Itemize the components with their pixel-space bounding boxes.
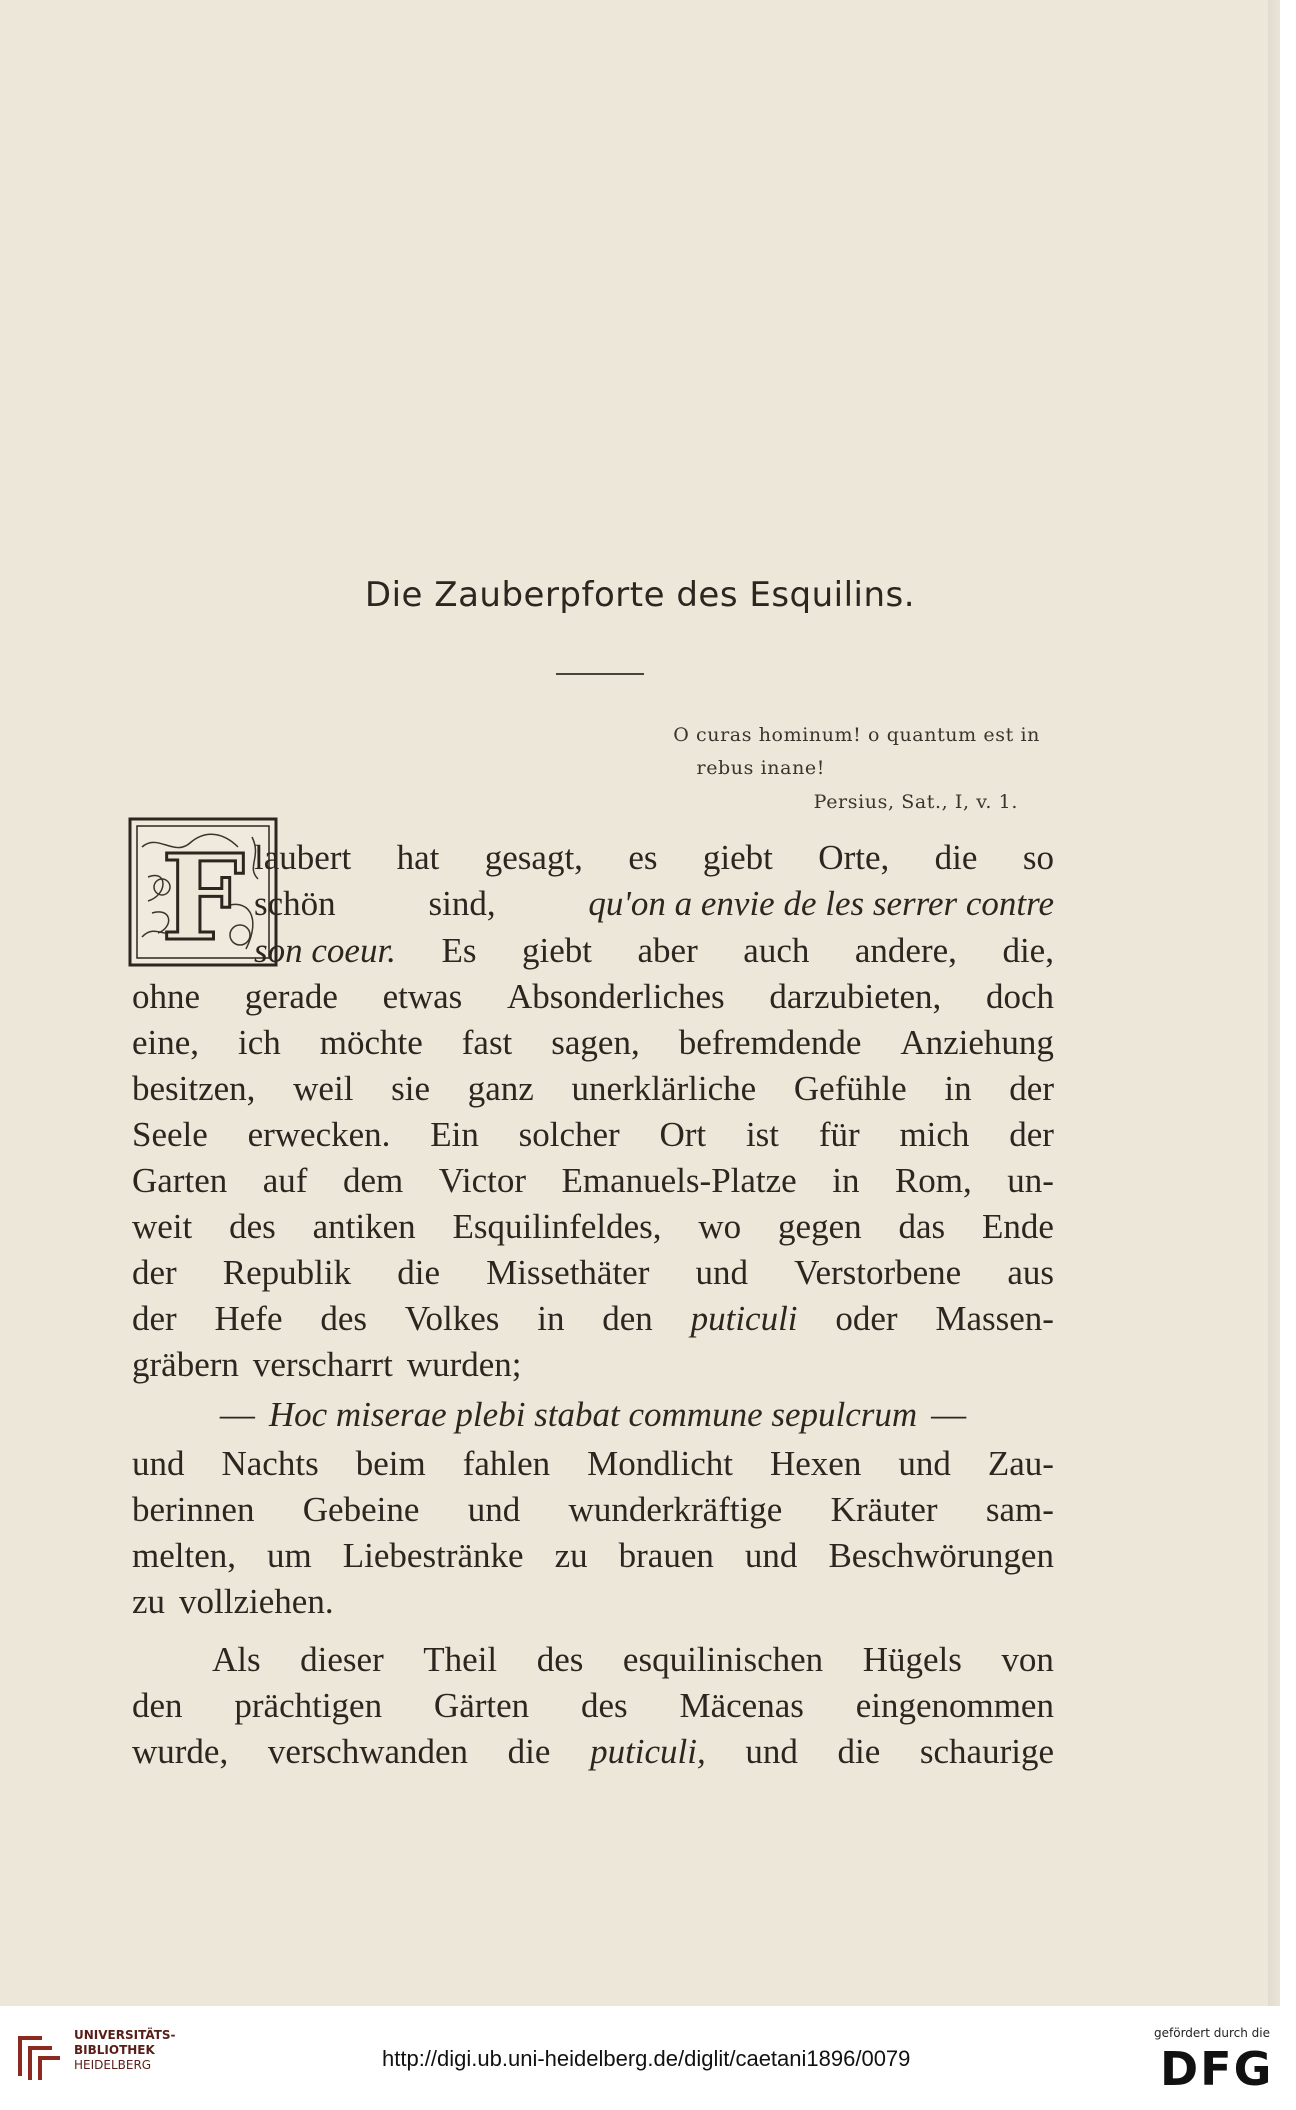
text-line-11: der Hefe des Volkes in den puticuli oder Massen- bbox=[132, 1299, 1054, 1338]
text-line-16: zu vollziehen. bbox=[132, 1582, 334, 1621]
text-line-17: Als dieser Theil des esquilinischen Hügels von bbox=[212, 1640, 1054, 1679]
text-line-14: berinnen Gebeine und wunderkräftige Kräuter sam- bbox=[132, 1490, 1054, 1529]
text-line-10: der Republik die Missethäter und Verstorbene aus bbox=[132, 1253, 1054, 1292]
motto-line-2: rebus inane! bbox=[696, 757, 825, 779]
text-line-19: wurde, verschwanden die puticuli, und die schaurige bbox=[132, 1732, 1054, 1771]
library-logo-icon bbox=[12, 2028, 66, 2082]
text-line-15: melten, um Liebestränke zu brauen und Beschwörungen bbox=[132, 1536, 1054, 1575]
text-line-18: den prächtigen Gärten des Mäcenas eingenommen bbox=[132, 1686, 1054, 1725]
text-line-12: gräbern verscharrt wurden; bbox=[132, 1345, 522, 1384]
text-line-6: besitzen, weil sie ganz unerklärliche Gefühle in der bbox=[132, 1069, 1054, 1108]
source-url-link[interactable]: http://digi.ub.uni-heidelberg.de/diglit/caetani1896/0079 bbox=[382, 2046, 911, 2071]
text-line-2: schön sind, qu'on a envie de les serrer contre bbox=[254, 884, 1054, 923]
dfg-logo: DFG bbox=[1160, 2042, 1274, 2096]
text-line-1: laubert hat gesagt, es giebt Orte, die so bbox=[254, 838, 1054, 877]
motto-line-1: O curas hominum! o quantum est in bbox=[673, 724, 1040, 746]
heading-rule bbox=[556, 673, 644, 675]
funded-by-label: gefördert durch die bbox=[1154, 2026, 1270, 2040]
text-line-7: Seele erwecken. Ein solcher Ort ist für mich der bbox=[132, 1115, 1054, 1154]
motto-source: Persius, Sat., I, v. 1. bbox=[813, 791, 1018, 813]
text-line-3: son coeur. Es giebt aber auch andere, die, bbox=[254, 931, 1054, 970]
initial-letter: F bbox=[161, 828, 245, 967]
page-edge-shadow bbox=[1268, 0, 1280, 2006]
text-line-4: ohne gerade etwas Absonderliches darzubieten, doch bbox=[132, 977, 1054, 1016]
text-line-8: Garten auf dem Victor Emanuels-Platze in Rom, un- bbox=[132, 1161, 1054, 1200]
text-line-5: eine, ich möchte fast sagen, befremdende Anziehung bbox=[132, 1023, 1054, 1062]
chapter-heading: Die Zauberpforte des Esquilins. bbox=[364, 575, 916, 615]
text-line-9: weit des antiken Esquilinfeldes, wo gegen das Ende bbox=[132, 1207, 1054, 1246]
library-logo-text: UNIVERSITÄTS- BIBLIOTHEK HEIDELBERG bbox=[74, 2028, 176, 2072]
text-line-13: und Nachts beim fahlen Mondlicht Hexen und Zau- bbox=[132, 1444, 1054, 1483]
latin-quote-line: — Hoc miserae plebi stabat commune sepulcrum — bbox=[219, 1395, 967, 1434]
